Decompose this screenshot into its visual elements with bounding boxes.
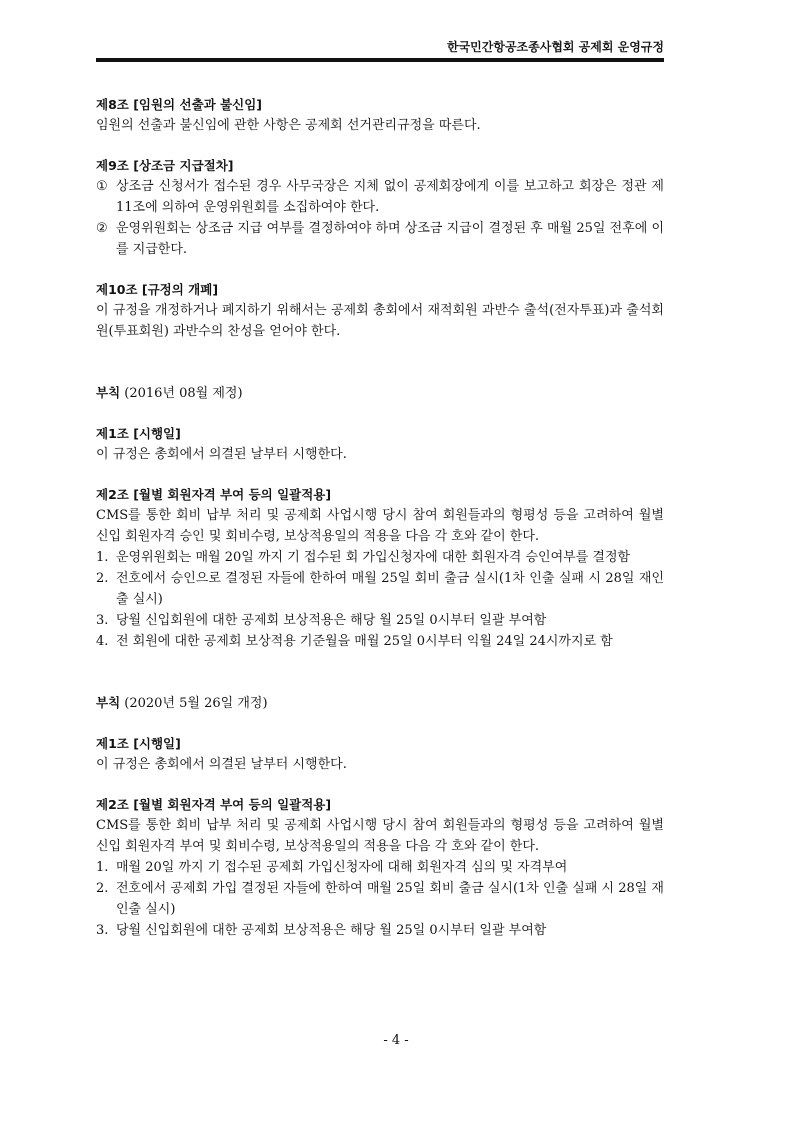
item-text: 매월 20일 까지 기 접수된 공제회 가입신청자에 대해 회원자격 심의 및 자격부여 <box>116 860 568 875</box>
article-8 <box>96 94 664 136</box>
item-number: 1. <box>96 860 109 875</box>
annex-label: 부칙 <box>96 385 121 400</box>
item-number: 2. <box>96 881 109 896</box>
annex-date: (2020년 5월 26일 개정) <box>124 696 268 711</box>
item-text: 전호에서 승인으로 결정된 자들에 한하여 매월 25일 회비 출금 실시(1차 인출 실패 시 28일 재인출 실시) <box>116 571 664 607</box>
article-text: CMS를 통한 회비 납부 처리 및 공제회 사업시행 당시 참여 회원들과의 형평성 등을 고려하여 월별 신입 회원자격 부여 및 회비수령, 보상적용일의 적용을 다음 각 호와 같이 한다. <box>96 818 664 854</box>
article-title: 제1조 [시행일] <box>96 426 181 441</box>
item-number: 3. <box>96 613 109 628</box>
item-text: 상조금 신청서가 접수된 경우 사무국장은 지체 없이 공제회장에게 이를 보고하고 회장은 정관 제11조에 의하여 운영위원회를 소집하여야 한다. <box>116 179 664 215</box>
item-text: 전호에서 공제회 가입 결정된 자들에 한하여 매월 25일 회비 출금 실시(1차 인출 실패 시 28일 재인출 실시) <box>116 881 664 917</box>
article-text: 임원의 선출과 불신임에 관한 사항은 공제회 선거관리규정을 따른다. <box>96 118 481 133</box>
page-number: - 4 - <box>383 1033 409 1048</box>
list-item <box>96 610 664 631</box>
article-title: 제1조 [시행일] <box>96 736 181 751</box>
article-title: 제8조 [임원의 선출과 불신임] <box>96 97 263 112</box>
annex-label: 부칙 <box>96 695 121 710</box>
list-item <box>96 176 664 218</box>
list-item <box>96 547 664 568</box>
article-text: 이 규정은 총회에서 의결된 날부터 시행한다. <box>96 757 347 772</box>
list-item <box>96 878 664 920</box>
item-number: 4. <box>96 634 109 649</box>
item-number: 1. <box>96 550 109 565</box>
article-text: CMS를 통한 회비 납부 처리 및 공제회 사업시행 당시 참여 회원들과의 형평성 등을 고려하여 월별 신입 회원자격 승인 및 회비수령, 보상적용일의 적용을 다음 각 호와 같이 한다. <box>96 508 664 544</box>
item-text: 운영위원회는 매월 20일 까지 기 접수된 회 가입신청자에 대한 회원자격 승인여부를 결정함 <box>116 550 631 565</box>
annex-heading <box>96 382 664 404</box>
article-10 <box>96 279 664 342</box>
item-number: ① <box>96 179 108 194</box>
list-item <box>96 920 664 941</box>
article-text: 이 규정을 개정하거나 폐지하기 위해서는 공제회 총회에서 재적회원 과반수 출석(전자투표)과 출석회원(투표회원) 과반수의 찬성을 얻어야 한다. <box>96 303 664 339</box>
document-body <box>96 94 664 960</box>
annex1-article-1 <box>96 423 664 465</box>
article-title: 제2조 [월별 회원자격 부여 등의 일괄적용] <box>96 797 332 812</box>
article-title: 제2조 [월별 회원자격 부여 등의 일괄적용] <box>96 487 332 502</box>
list-item <box>96 857 664 878</box>
item-number: 2. <box>96 571 109 586</box>
item-text: 운영위원회는 상조금 지급 여부를 결정하여야 하며 상조금 지급이 결정된 후 매월 25일 전후에 이를 지급한다. <box>116 221 664 257</box>
annex1-article-2 <box>96 484 664 652</box>
list-item <box>96 568 664 610</box>
article-text: 이 규정은 총회에서 의결된 날부터 시행한다. <box>96 447 347 462</box>
annex2-article-1 <box>96 733 664 775</box>
annex-date: (2016년 08월 제정) <box>124 386 243 401</box>
annex2-article-2 <box>96 794 664 941</box>
list-item <box>96 631 664 652</box>
header-divider <box>96 58 664 62</box>
document-header-title: 한국민간항공조종사협회 공제회 운영규정 <box>446 40 664 54</box>
item-number: 3. <box>96 923 109 938</box>
article-9 <box>96 155 664 260</box>
article-title: 제9조 [상조금 지급절차] <box>96 158 234 173</box>
article-title: 제10조 [규정의 개폐] <box>96 282 219 297</box>
item-text: 당월 신입회원에 대한 공제회 보상적용은 해당 월 25일 0시부터 일괄 부여함 <box>116 613 547 628</box>
item-text: 당월 신입회원에 대한 공제회 보상적용은 해당 월 25일 0시부터 일괄 부여함 <box>116 923 547 938</box>
item-number: ② <box>96 221 108 236</box>
item-text: 전 회원에 대한 공제회 보상적용 기준월을 매월 25일 0시부터 익월 24일 24시까지로 함 <box>116 634 613 649</box>
list-item <box>96 218 664 260</box>
annex-heading <box>96 692 664 714</box>
